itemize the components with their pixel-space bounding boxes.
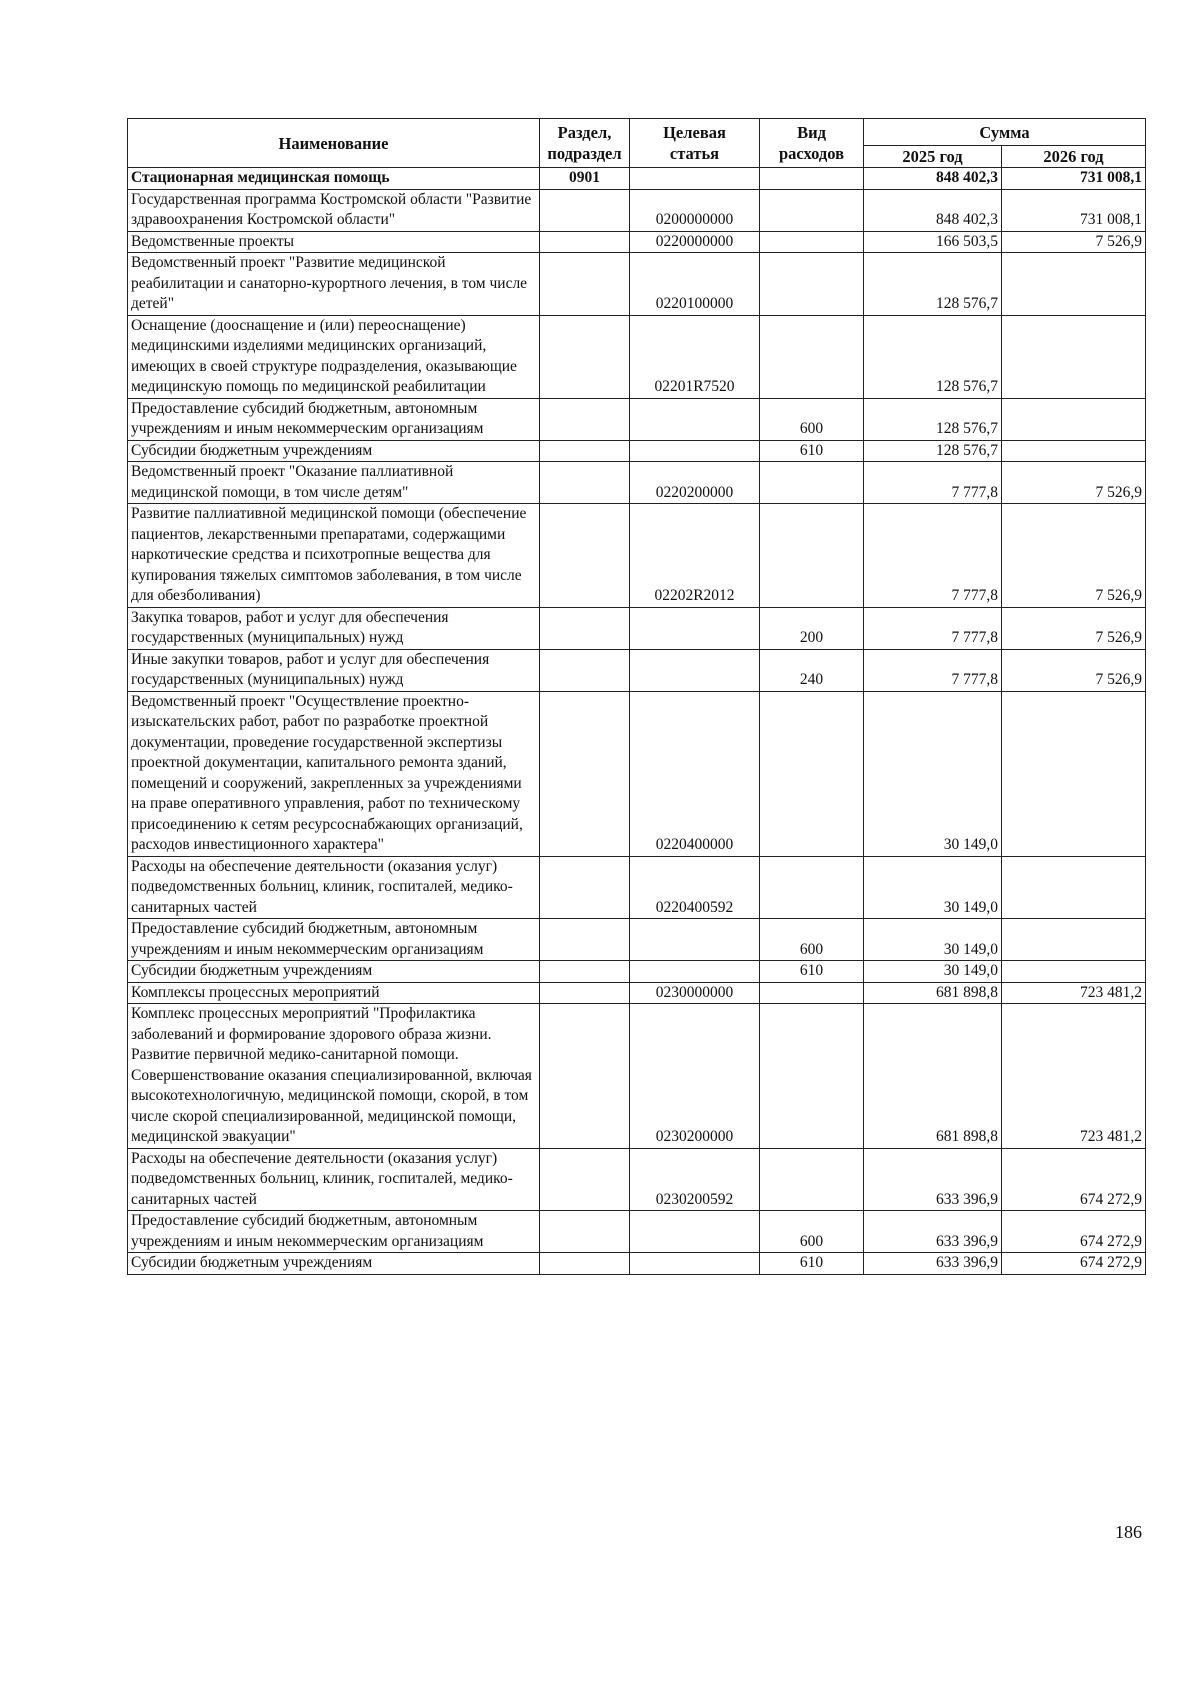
cell-amount-2025: 166 503,5	[864, 231, 1002, 253]
cell-target	[630, 1211, 760, 1253]
table-row	[128, 961, 1146, 983]
cell-name: Стационарная медицинская помощь	[128, 168, 540, 190]
cell-amount-2025: 128 576,7	[864, 440, 1002, 462]
cell-section	[540, 1211, 630, 1253]
cell-kind: 600	[760, 1211, 864, 1253]
cell-section	[540, 1148, 630, 1211]
cell-target	[630, 1253, 760, 1275]
cell-section	[540, 982, 630, 1004]
table-row	[128, 462, 1146, 504]
cell-target	[630, 961, 760, 983]
cell-kind: 610	[760, 961, 864, 983]
header-year-2026: 2026 год	[1002, 146, 1146, 168]
header-target	[630, 119, 760, 168]
cell-name: Предоставление субсидий бюджетным, автономным учреждениям и иным некоммерческим организациям	[128, 1211, 540, 1253]
table-row	[128, 315, 1146, 398]
table-row	[128, 1004, 1146, 1149]
table-row	[128, 440, 1146, 462]
cell-kind	[760, 168, 864, 190]
cell-section	[540, 189, 630, 231]
table-row	[128, 1148, 1146, 1211]
cell-amount-2026: 7 526,9	[1002, 504, 1146, 608]
table-row	[128, 919, 1146, 961]
cell-section	[540, 504, 630, 608]
header-kind-line1: Вид	[797, 123, 826, 142]
cell-amount-2025: 633 396,9	[864, 1253, 1002, 1275]
header-kind	[760, 119, 864, 168]
table-row	[128, 253, 1146, 316]
cell-target: 0220100000	[630, 253, 760, 316]
cell-amount-2026	[1002, 856, 1146, 919]
cell-kind: 600	[760, 919, 864, 961]
cell-target: 0220400592	[630, 856, 760, 919]
cell-kind	[760, 462, 864, 504]
cell-amount-2026: 723 481,2	[1002, 1004, 1146, 1149]
cell-amount-2026	[1002, 691, 1146, 856]
cell-kind	[760, 856, 864, 919]
cell-amount-2025: 7 777,8	[864, 607, 1002, 649]
cell-amount-2025: 633 396,9	[864, 1211, 1002, 1253]
cell-name: Расходы на обеспечение деятельности (оказания услуг) подведомственных больниц, клиник, госпиталей, медико-санитарных частей	[128, 856, 540, 919]
cell-amount-2026: 731 008,1	[1002, 168, 1146, 190]
table-row	[128, 231, 1146, 253]
cell-amount-2026	[1002, 315, 1146, 398]
cell-amount-2025: 681 898,8	[864, 982, 1002, 1004]
cell-amount-2026	[1002, 253, 1146, 316]
header-kind-line2: расходов	[778, 144, 845, 163]
cell-kind	[760, 231, 864, 253]
header-sum: Сумма	[864, 119, 1146, 146]
cell-kind: 600	[760, 398, 864, 440]
cell-amount-2025: 30 149,0	[864, 856, 1002, 919]
table-row	[128, 398, 1146, 440]
cell-section	[540, 315, 630, 398]
cell-section	[540, 440, 630, 462]
table-row	[128, 691, 1146, 856]
cell-amount-2026: 7 526,9	[1002, 462, 1146, 504]
cell-amount-2025: 30 149,0	[864, 919, 1002, 961]
cell-section	[540, 607, 630, 649]
table-row	[128, 189, 1146, 231]
cell-name: Комплексы процессных мероприятий	[128, 982, 540, 1004]
header-section-line1: Раздел,	[557, 123, 612, 142]
cell-name: Ведомственный проект "Развитие медицинской реабилитации и санаторно-курортного лечения, в том числе детей"	[128, 253, 540, 316]
cell-name: Ведомственные проекты	[128, 231, 540, 253]
cell-name: Иные закупки товаров, работ и услуг для обеспечения государственных (муниципальных) нужд	[128, 649, 540, 691]
cell-name: Ведомственный проект "Оказание паллиативной медицинской помощи, в том числе детям"	[128, 462, 540, 504]
cell-amount-2026: 674 272,9	[1002, 1253, 1146, 1275]
cell-kind	[760, 1148, 864, 1211]
cell-target	[630, 398, 760, 440]
cell-amount-2026	[1002, 961, 1146, 983]
cell-amount-2026: 723 481,2	[1002, 982, 1146, 1004]
table-row	[128, 607, 1146, 649]
cell-amount-2026: 731 008,1	[1002, 189, 1146, 231]
header-target-line2: статья	[669, 144, 720, 163]
table-row	[128, 1253, 1146, 1275]
cell-target: 0220000000	[630, 231, 760, 253]
table-row	[128, 168, 1146, 190]
cell-amount-2025: 7 777,8	[864, 649, 1002, 691]
cell-name: Субсидии бюджетным учреждениям	[128, 1253, 540, 1275]
cell-kind	[760, 253, 864, 316]
cell-kind: 240	[760, 649, 864, 691]
table-row	[128, 649, 1146, 691]
cell-target	[630, 607, 760, 649]
cell-target: 0220200000	[630, 462, 760, 504]
cell-name: Закупка товаров, работ и услуг для обеспечения государственных (муниципальных) нужд	[128, 607, 540, 649]
cell-amount-2026	[1002, 919, 1146, 961]
cell-name: Предоставление субсидий бюджетным, автономным учреждениям и иным некоммерческим организациям	[128, 398, 540, 440]
cell-amount-2025: 848 402,3	[864, 189, 1002, 231]
header-year-2025: 2025 год	[864, 146, 1002, 168]
cell-section	[540, 1253, 630, 1275]
cell-target	[630, 919, 760, 961]
cell-section	[540, 1004, 630, 1149]
cell-target: 0200000000	[630, 189, 760, 231]
cell-kind	[760, 504, 864, 608]
cell-target: 02202R2012	[630, 504, 760, 608]
cell-section	[540, 253, 630, 316]
header-section-line2: подраздел	[547, 144, 622, 163]
cell-kind	[760, 982, 864, 1004]
cell-amount-2025: 128 576,7	[864, 315, 1002, 398]
page-number: 186	[1115, 1522, 1142, 1542]
cell-amount-2025: 633 396,9	[864, 1148, 1002, 1211]
cell-target: 0230000000	[630, 982, 760, 1004]
cell-target: 0230200000	[630, 1004, 760, 1149]
cell-amount-2026: 674 272,9	[1002, 1148, 1146, 1211]
cell-amount-2025: 128 576,7	[864, 253, 1002, 316]
table-row	[128, 982, 1146, 1004]
cell-target	[630, 168, 760, 190]
cell-target: 0220400000	[630, 691, 760, 856]
cell-target: 02201R7520	[630, 315, 760, 398]
cell-name: Государственная программа Костромской области "Развитие здравоохранения Костромской области"	[128, 189, 540, 231]
cell-kind	[760, 691, 864, 856]
cell-target	[630, 440, 760, 462]
budget-table	[127, 118, 1146, 1275]
cell-amount-2026: 674 272,9	[1002, 1211, 1146, 1253]
cell-amount-2026	[1002, 398, 1146, 440]
cell-section	[540, 961, 630, 983]
cell-section: 0901	[540, 168, 630, 190]
cell-name: Оснащение (дооснащение и (или) переоснащение) медицинскими изделиями медицинских организаций, имеющих в своей структуре подразделения, оказывающие медицинскую помощь по медицинской реабилитации	[128, 315, 540, 398]
cell-name: Субсидии бюджетным учреждениям	[128, 440, 540, 462]
cell-amount-2025: 30 149,0	[864, 691, 1002, 856]
table-header	[128, 119, 1146, 168]
table-body	[128, 168, 1146, 1275]
cell-name: Предоставление субсидий бюджетным, автономным учреждениям и иным некоммерческим организациям	[128, 919, 540, 961]
cell-name: Ведомственный проект "Осуществление проектно-изыскательских работ, работ по разработке проектной документации, проведение государственной экспертизы проектной документации, капитального ремонта зданий, помещений и сооружений, закрепленных за учреждениями на праве оперативного управления, работ по техническому присоединению к сетям ресурсоснабжающих организаций, расходов инвестиционного характера"	[128, 691, 540, 856]
cell-amount-2026: 7 526,9	[1002, 607, 1146, 649]
cell-kind	[760, 189, 864, 231]
table-row	[128, 504, 1146, 608]
cell-amount-2025: 848 402,3	[864, 168, 1002, 190]
cell-kind: 610	[760, 1253, 864, 1275]
cell-section	[540, 856, 630, 919]
cell-section	[540, 649, 630, 691]
table-row	[128, 1211, 1146, 1253]
cell-section	[540, 462, 630, 504]
cell-amount-2025: 128 576,7	[864, 398, 1002, 440]
cell-target: 0230200592	[630, 1148, 760, 1211]
cell-amount-2025: 7 777,8	[864, 504, 1002, 608]
cell-amount-2025: 30 149,0	[864, 961, 1002, 983]
cell-name: Субсидии бюджетным учреждениям	[128, 961, 540, 983]
cell-section	[540, 919, 630, 961]
cell-kind: 610	[760, 440, 864, 462]
cell-amount-2025: 7 777,8	[864, 462, 1002, 504]
cell-kind	[760, 315, 864, 398]
cell-section	[540, 398, 630, 440]
header-section	[540, 119, 630, 168]
header-name: Наименование	[128, 119, 540, 168]
cell-amount-2026: 7 526,9	[1002, 649, 1146, 691]
cell-name: Комплекс процессных мероприятий "Профилактика заболеваний и формирование здорового образа жизни. Развитие первичной медико-санитарной помощи. Совершенствование оказания специализированной, включая высокотехнологичную, медицинской помощи, скорой, в том числе скорой специализированной, медицинской помощи, медицинской эвакуации"	[128, 1004, 540, 1149]
cell-section	[540, 691, 630, 856]
header-target-line1: Целевая	[663, 123, 726, 142]
cell-name: Расходы на обеспечение деятельности (оказания услуг) подведомственных больниц, клиник, госпиталей, медико-санитарных частей	[128, 1148, 540, 1211]
cell-kind: 200	[760, 607, 864, 649]
cell-amount-2026	[1002, 440, 1146, 462]
cell-name: Развитие паллиативной медицинской помощи (обеспечение пациентов, лекарственными препаратами, содержащими наркотические средства и психотропные вещества для купирования тяжелых симптомов заболевания, в том числе для обезболивания)	[128, 504, 540, 608]
table-row	[128, 856, 1146, 919]
cell-amount-2025: 681 898,8	[864, 1004, 1002, 1149]
cell-amount-2026: 7 526,9	[1002, 231, 1146, 253]
cell-section	[540, 231, 630, 253]
cell-target	[630, 649, 760, 691]
cell-kind	[760, 1004, 864, 1149]
